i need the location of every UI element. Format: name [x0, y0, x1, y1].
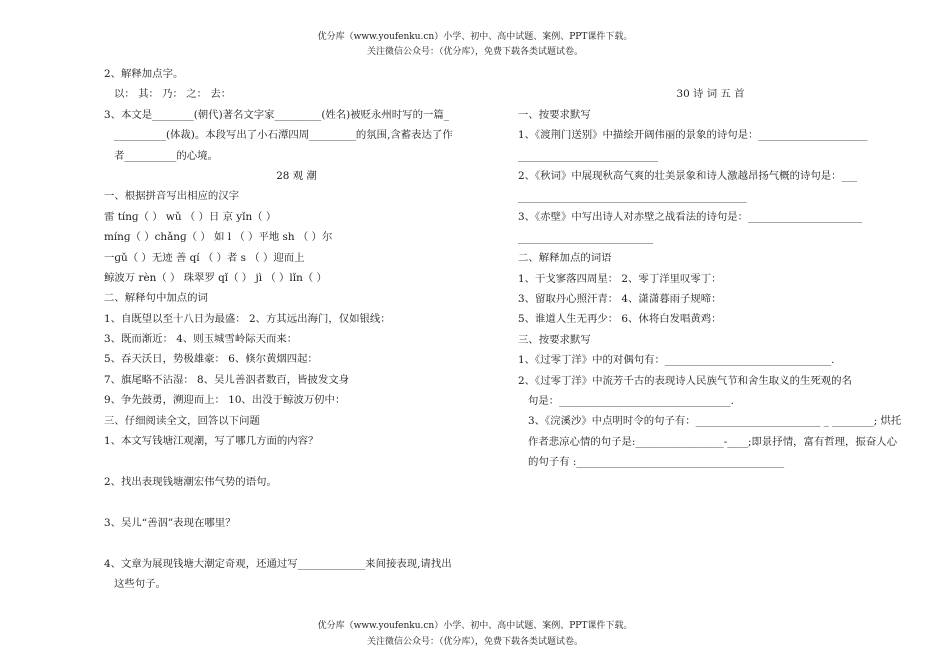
dictation-question-1: 1、《渡荆门送别》中描绘开阔伟丽的景象的诗句是：_____________________ ___________________________: [518, 129, 868, 162]
reading-question-4-line-2: 这些句子。: [114, 578, 166, 591]
reading-question-1: 1、本文写钱塘江观潮，写了哪几方面的内容？: [104, 435, 319, 448]
dictation-2-question-3: 3、《浣溪沙》中点明时令的句子有：________________________ _ ________; 烘托作者悲凉心情的句子是:_________________-____;即景抒情，富有哲理，振奋人心的句子有 :________________________________________: [528, 415, 902, 469]
lesson-28-title: 28 观 潮: [276, 169, 317, 182]
explain-row-3: 5、吞天沃日，势极雄豪： 6、倏尔黄烟四起：: [104, 353, 318, 366]
dictation-2-question-2-line-1: 2、《过零丁洋》中流芳千古的表现诗人民族气节和舍生取义的生死观的名: [518, 374, 852, 387]
dictation-2-question-1: 1、《过零丁洋》中的对偶句有：________________________________.: [518, 354, 835, 367]
footer-line-2: 关注微信公众号：（优分库），免费下载各类试题试卷。: [366, 637, 583, 647]
section-explain-phrases: 二、解释加点的词语: [518, 252, 612, 265]
section-pinyin: 一、根据拼音写出相应的汉字: [104, 190, 240, 203]
footer-line-1: 优分库（www.youfenku.cn）小学、初中、高中试题、案例、PPT课件下载。: [317, 621, 633, 631]
phrase-row-3: 5、谁道人生无再少： 6、休将白发唱黄鸡：: [518, 313, 722, 326]
pinyin-row-1: 雷 tínɡ（ ） wǔ （ ）日 京 yǐn（ ）: [104, 210, 277, 223]
explain-row-1: 1、自既望以至十八日为最盛： 2、方其远出海门，仅如银线：: [104, 312, 391, 325]
section-reading: 三、仔细阅读全文，回答以下问题: [104, 414, 260, 427]
explain-row-4: 7、旗尾略不沾湿： 8、吴儿善泅者数百，皆披发文身: [104, 373, 350, 386]
dictation-question-2: 2、《秋词》中展现秋高气爽的壮美景象和诗人激越昂扬气概的诗句是：___ ____________________________________________: [518, 170, 858, 203]
q3-line-2: __________(体裁)。本段写出了小石潭四周_________的氛围,含蓄表达了作: [114, 129, 453, 142]
phrase-row-2: 3、留取丹心照汗青： 4、潇潇暮雨子规啼：: [518, 292, 722, 305]
dictation-2-question-2-line-2: 句是：_________________________________.: [528, 394, 734, 407]
right-column: [518, 64, 903, 473]
header-line-1: 优分库（www.youfenku.cn）小学、初中、高中试题、案例、PPT课件下载。: [317, 32, 633, 42]
q2-prompt: 2、解释加点字。: [104, 68, 184, 80]
q3-line-1: 3、本文是________(朝代)著名文字家_________(姓名)被贬永州时写的一篇_: [104, 108, 449, 121]
dictation-question-3: 3、《赤壁》中写出诗人对赤壁之战看法的诗句是：______________________ __________________________: [518, 211, 863, 244]
q2-words: 以： 其： 乃： 之： 去：: [114, 88, 232, 101]
reading-question-3: 3、吴儿“善泅”表现在哪里？: [104, 517, 236, 530]
left-column: [104, 64, 489, 595]
q3-line-3: 者__________的心境。: [114, 149, 218, 162]
explain-row-2: 3、既而渐近： 4、则玉城雪岭际天而来：: [104, 333, 298, 346]
lesson-30-title: 30 诗 词 五 首: [676, 88, 745, 101]
section-dictation-1: 一、按要求默写: [518, 108, 591, 121]
reading-question-4-line-1: 4、文章为展现钱塘大潮定奇观，还通过写_____________来间接表现,请找出: [104, 558, 452, 571]
explain-row-5: 9、争先鼓勇，溯迎而上： 10、出没于鲸波万仞中：: [104, 394, 346, 407]
pinyin-row-3: 一ɡǔ（ ）无迹 善 qí （ ）者 s （ ）迎而上: [104, 251, 305, 264]
header-line-2: 关注微信公众号：（优分库），免费下载各类试题试卷。: [366, 47, 583, 57]
phrase-row-1: 1、干戈寥落四周星： 2、零丁洋里叹零丁：: [518, 272, 722, 285]
section-dictation-2: 三、按要求默写: [518, 333, 591, 346]
section-explain-words: 二、解释句中加点的词: [104, 292, 208, 305]
pinyin-row-4: 鲸波万 rèn（ ） 珠翠罗 qǐ（ ） jì （ ）lǐn（ ）: [104, 271, 327, 284]
pinyin-row-2: mínɡ（ ）chǎnɡ（ ） 如 l （ ）平地 sh （ ）尔: [104, 231, 333, 244]
reading-question-2: 2、找出表现钱塘潮宏伟气势的语句。: [104, 476, 277, 489]
